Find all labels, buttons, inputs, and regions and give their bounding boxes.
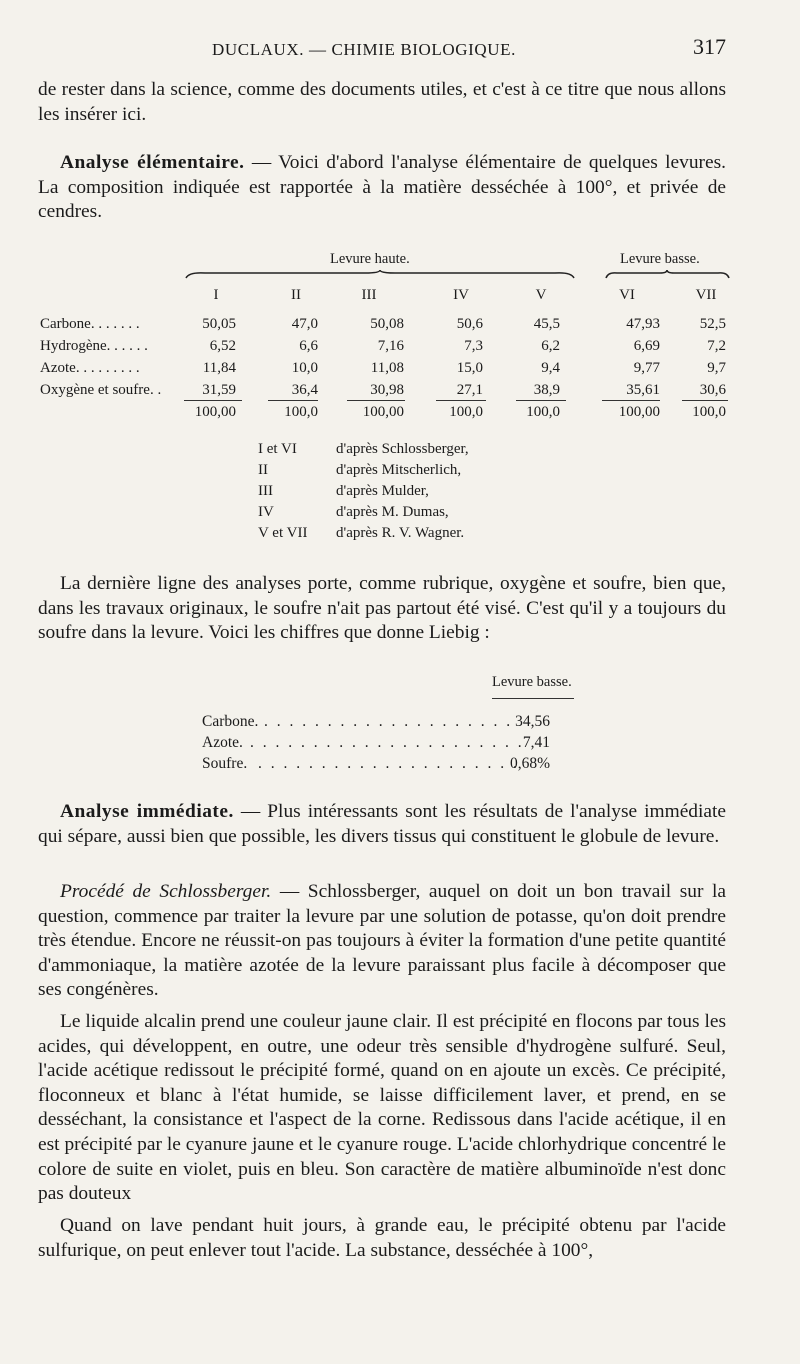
group-label-basse: Levure basse. <box>620 251 700 267</box>
total-rule <box>347 400 405 401</box>
immediate-paragraph <box>38 800 726 849</box>
cell: 6,2 <box>541 338 560 354</box>
liebig-label: Carbone. <box>202 713 259 730</box>
cell: 9,4 <box>541 360 560 376</box>
row-label: Azote. . . . . . . . . <box>40 360 140 376</box>
cell: 47,93 <box>626 316 660 332</box>
row-label: Oxygène et soufre. . <box>40 382 162 398</box>
total-rule <box>516 400 566 401</box>
cell: 15,0 <box>456 360 483 376</box>
brace-basse <box>605 270 730 280</box>
cell: 38,9 <box>533 382 560 398</box>
elementaire-text: — Voici d'abord l'analyse élémentaire de quelques levures. La composition indiquée est rapportée à la matière desséchée à 100°, et privée de cendres. <box>38 152 727 223</box>
liebig-dots: . . . . . . . . . . . . . . . . . . . . <box>264 713 513 730</box>
source-num: I et VI <box>258 441 297 457</box>
cell: 7,16 <box>377 338 404 354</box>
cell: 6,6 <box>299 338 318 354</box>
row-label: Carbone. . . . . . . <box>40 316 140 332</box>
total-rule <box>682 400 728 401</box>
source-text: d'après M. Dumas, <box>336 504 449 520</box>
page-number: 317 <box>693 34 726 59</box>
group-label-haute: Levure haute. <box>330 251 410 267</box>
elementaire-heading: Analyse élémentaire. <box>60 152 245 173</box>
cell: 50,05 <box>202 316 236 332</box>
liebig-header: Levure basse. <box>492 674 572 690</box>
cell: 50,08 <box>370 316 404 332</box>
cell: 30,98 <box>370 382 404 398</box>
total-cell: 100,00 <box>194 404 236 420</box>
cell: 35,61 <box>626 382 660 398</box>
col-head-7: VII <box>695 287 717 303</box>
cell: 45,5 <box>533 316 560 332</box>
col-head-4: IV <box>453 287 469 303</box>
procede-title: Procédé de Schlossberger. <box>60 881 272 902</box>
col-head-3: III <box>361 287 377 303</box>
derniere-ligne-paragraph: La dernière ligne des analyses porte, comme rubrique, oxygène et soufre, bien que, dans les travaux originaux, le soufre n'ait pas partout été visé. C'est qu'il y a toujours du soufre dans la levure. Voici les chiffres que donne Liebig : <box>38 573 726 644</box>
immediate-heading: Analyse immédiate. <box>60 801 234 822</box>
col-head-6: VI <box>619 287 635 303</box>
total-rule <box>436 400 486 401</box>
col-head-1: I <box>213 287 219 303</box>
liebig-label: Soufre. <box>202 755 248 772</box>
source-num: III <box>258 483 273 499</box>
cell: 6,69 <box>633 338 660 354</box>
liebig-label: Azote. <box>202 734 243 751</box>
total-cell: 100,0 <box>449 404 483 420</box>
cell: 7,2 <box>707 338 726 354</box>
cell: 27,1 <box>456 382 483 398</box>
liebig-value: 34,56 <box>515 713 550 730</box>
cell: 9,7 <box>707 360 726 376</box>
cell: 30,6 <box>699 382 726 398</box>
cell: 10,0 <box>291 360 318 376</box>
cell: 50,6 <box>456 316 483 332</box>
intro-paragraph: de rester dans la science, comme des documents utiles, et c'est à ce titre que nous allons les insérer ici. <box>38 79 726 125</box>
elementaire-paragraph <box>38 151 726 225</box>
cell: 47,0 <box>291 316 318 332</box>
liquide-paragraph: Le liquide alcalin prend une couleur jaune clair. Il est précipité en flocons par tous les acides, qui développent, en outre, une odeur très sensible d'hydrogène sulfuré. Seul, l'acide acétique redissout le précipité formé, quand on en ajoute un excès. Ce précipité, floconneux et blanc à l'état humide, se laisse difficilement laver, et prend, en se desséchant, la consistance et l'aspect de la corne. Redissous dans l'acide acétique, il en est précipité par le cyanure jaune et le cyanure rouge. L'acide chlorhydrique concentré le colore de suite en violet, puis en bleu. Son caractère de matière albuminoïde n'est donc pas douteux <box>38 1011 726 1205</box>
brace-haute <box>185 270 575 280</box>
source-text: d'après Mulder, <box>336 483 429 499</box>
total-cell: 100,00 <box>618 404 660 420</box>
total-cell: 100,0 <box>526 404 560 420</box>
source-num: V et VII <box>258 525 308 541</box>
total-rule <box>268 400 318 401</box>
source-text: d'après R. V. Wagner. <box>336 525 465 541</box>
liebig-header-rule <box>492 698 574 699</box>
col-head-2: II <box>291 287 301 303</box>
total-rule <box>184 400 242 401</box>
liebig-dots: . . . . . . . . . . . . . . . . . . . . . <box>258 755 520 772</box>
procede-text: — Schlossberger, auquel on doit un bon travail sur la question, commence par traiter la levure par une solution de potasse, qu'on doit prendre très étendue. Encore ne réussit-on pas toujours à éviter la formation d'une petite quantité d'ammoniaque, la matière azotée de la levure paraissant plus facile à décomposer que ses congénères. <box>38 881 726 1001</box>
cell: 6,52 <box>209 338 236 354</box>
source-text: d'après Schlossberger, <box>336 441 469 457</box>
quand-paragraph: Quand on lave pendant huit jours, à grande eau, le précipité obtenu par l'acide sulfurique, on peut enlever tout l'acide. La substance, desséchée à 100°, <box>38 1215 726 1261</box>
cell: 7,3 <box>464 338 483 354</box>
cell: 31,59 <box>202 382 236 398</box>
page-header <box>0 34 800 64</box>
source-num: II <box>258 462 268 478</box>
total-cell: 100,00 <box>362 404 404 420</box>
cell: 52,5 <box>699 316 726 332</box>
total-cell: 100,0 <box>692 404 726 420</box>
liebig-dots: . . . . . . . . . . . . . . . . . . . . . . <box>250 734 525 751</box>
cell: 11,84 <box>202 360 236 376</box>
total-cell: 100,0 <box>284 404 318 420</box>
procede-paragraph <box>38 880 726 1003</box>
immediate-text: — Plus intéressants sont les résultats de l'analyse immédiate qui sépare, aussi bien que possible, les divers tissus qui constituent le globule de levure. <box>38 801 726 847</box>
cell: 9,77 <box>633 360 660 376</box>
liebig-value: 7,41 <box>522 734 550 751</box>
running-head: DUCLAUX. — CHIMIE BIOLOGIQUE. <box>212 40 517 59</box>
row-label: Hydrogène. . . . . . <box>40 338 148 354</box>
cell: 36,4 <box>291 382 318 398</box>
source-text: d'après Mitscherlich, <box>336 462 462 478</box>
cell: 11,08 <box>370 360 404 376</box>
source-num: IV <box>258 504 274 520</box>
liebig-value: 0,68% <box>509 755 550 772</box>
total-rule <box>602 400 660 401</box>
col-head-5: V <box>535 287 547 303</box>
